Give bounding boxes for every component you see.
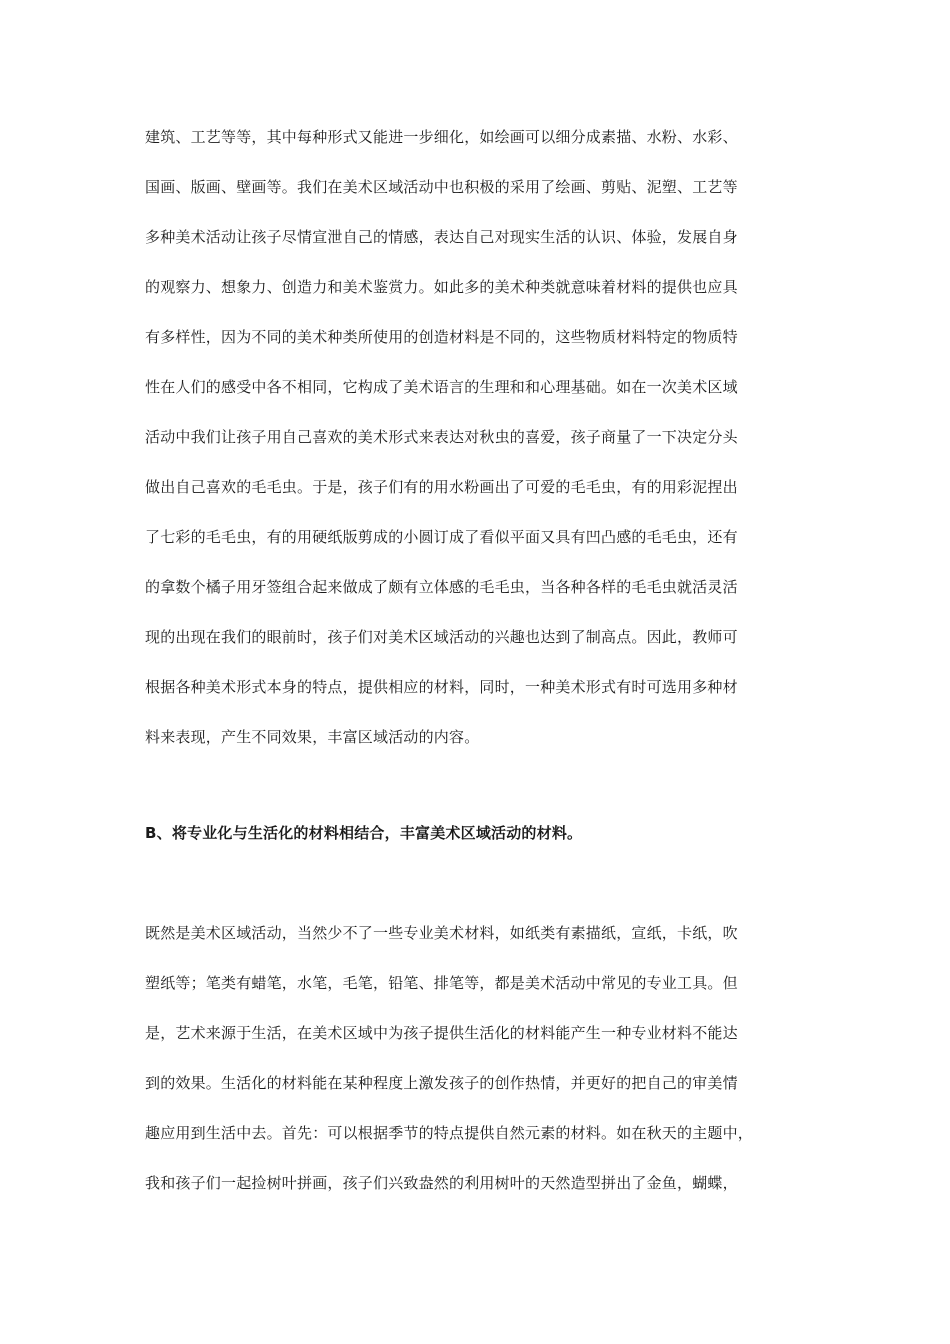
text-line: 既然是美术区域活动，当然少不了一些专业美术材料，如纸类有素描纸，宣纸，卡纸，吹 [145, 924, 738, 942]
paragraph-art-materials [145, 112, 815, 762]
section-heading [145, 808, 815, 858]
text-line: 的拿数个橘子用牙签组合起来做成了颇有立体感的毛毛虫，当各种各样的毛毛虫就活灵活 [145, 578, 738, 596]
text-line: 现的出现在我们的眼前时，孩子们对美术区域活动的兴趣也达到了制高点。因此，教师可 [145, 628, 738, 646]
paragraph-professional-materials [145, 908, 815, 1208]
text-line: 有多样性，因为不同的美术种类所使用的创造材料是不同的，这些物质材料特定的物质特 [145, 328, 738, 346]
text-line: 性在人们的感受中各不相同，它构成了美术语言的生理和和心理基础。如在一次美术区域 [145, 378, 738, 396]
text-line: 到的效果。生活化的材料能在某种程度上激发孩子的创作热情，并更好的把自己的审美情 [145, 1074, 738, 1092]
text-line: 趣应用到生活中去。首先：可以根据季节的特点提供自然元素的材料。如在秋天的主题中， [145, 1124, 754, 1142]
text-line: 塑纸等；笔类有蜡笔，水笔，毛笔，铅笔、排笔等，都是美术活动中常见的专业工具。但 [145, 974, 738, 992]
text-line: 国画、版画、壁画等。我们在美术区域活动中也积极的采用了绘画、剪贴、泥塑、工艺等 [145, 178, 738, 196]
text-line: 我和孩子们一起捡树叶拼画，孩子们兴致盎然的利用树叶的天然造型拼出了金鱼，蝴蝶， [145, 1174, 738, 1192]
text-line: 做出自己喜欢的毛毛虫。于是，孩子们有的用水粉画出了可爱的毛毛虫，有的用彩泥捏出 [145, 478, 738, 496]
text-line: 是，艺术来源于生活，在美术区域中为孩子提供生活化的材料能产生一种专业材料不能达 [145, 1024, 738, 1042]
text-line: 料来表现，产生不同效果，丰富区域活动的内容。 [145, 728, 480, 746]
text-line: 多种美术活动让孩子尽情宣泄自己的情感，表达自己对现实生活的认识、体验，发展自身 [145, 228, 738, 246]
text-line: 活动中我们让孩子用自己喜欢的美术形式来表达对秋虫的喜爱，孩子商量了一下决定分头 [145, 428, 738, 446]
section-heading-text: B、将专业化与生活化的材料相结合，丰富美术区域活动的材料。 [145, 824, 583, 842]
text-line: 根据各种美术形式本身的特点，提供相应的材料，同时，一种美术形式有时可选用多种材 [145, 678, 738, 696]
text-line: 建筑、工艺等等，其中每种形式又能进一步细化，如绘画可以细分成素描、水粉、水彩、 [145, 128, 738, 146]
text-line: 了七彩的毛毛虫，有的用硬纸版剪成的小圆订成了看似平面又具有凹凸感的毛毛虫，还有 [145, 528, 738, 546]
text-line: 的观察力、想象力、创造力和美术鉴赏力。如此多的美术种类就意味着材料的提供也应具 [145, 278, 738, 296]
